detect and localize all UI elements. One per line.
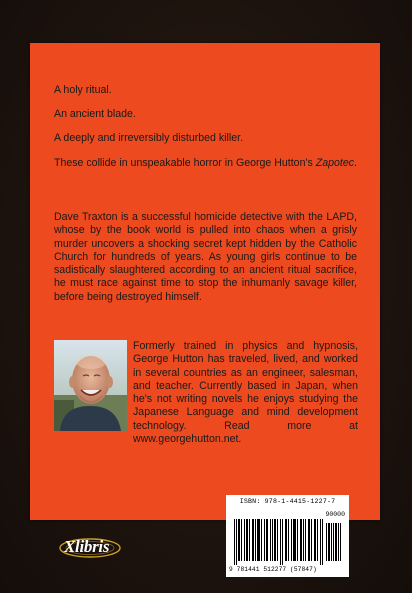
price-code: 90000 — [325, 511, 345, 518]
barcode-digits — [229, 566, 347, 573]
author-portrait-image — [54, 340, 127, 431]
isbn-label: ISBN: 978-1-4415-1227-7 — [239, 498, 336, 505]
barcode-icon — [234, 519, 342, 565]
barcode-area — [226, 495, 349, 577]
barcode-addon-number: 57847 — [293, 566, 313, 573]
collide-lead: These collide in unspeakable horror in George Hutton's — [54, 157, 313, 169]
collide-sentence — [54, 157, 360, 170]
publisher-logo — [58, 535, 122, 559]
back-cover-panel — [30, 43, 380, 520]
barcode-main-digits: 9 781441 512277 — [229, 566, 287, 573]
tagline-blade: An ancient blade. — [54, 108, 136, 120]
publisher-name: Xlibris — [64, 537, 110, 556]
collide-end: . — [354, 157, 357, 169]
tagline-killer: A deeply and irreversibly disturbed killer. — [54, 132, 244, 144]
synopsis-paragraph: Dave Traxton is a successful homicide detective with the LAPD, whose by the book world is pulled into chaos when a grisly murder uncovers a shocking secret kept hidden by the Catholic Church for hundreds of years. As young girls continue to be sadistically slaughtered according to an ancient ritual sacrifice, he must race against time to stop the inhumanly savage killer, before being destroyed himself. — [54, 211, 357, 303]
author-bio: Formerly trained in physics and hypnosis, George Hutton has traveled, lived, and worked in several countries as an engineer, salesman, and teacher. Currently based in Japan, when he's not writing novels he enjoys studying the Japanese Language and mind development technology. Read more at www.georgehutton.net. — [133, 340, 358, 446]
author-photo — [54, 340, 127, 431]
book-title: Zapotec — [315, 157, 355, 169]
tagline-ritual: A holy ritual. — [54, 84, 112, 96]
barcode-addon-digits: (57847) — [290, 566, 317, 573]
